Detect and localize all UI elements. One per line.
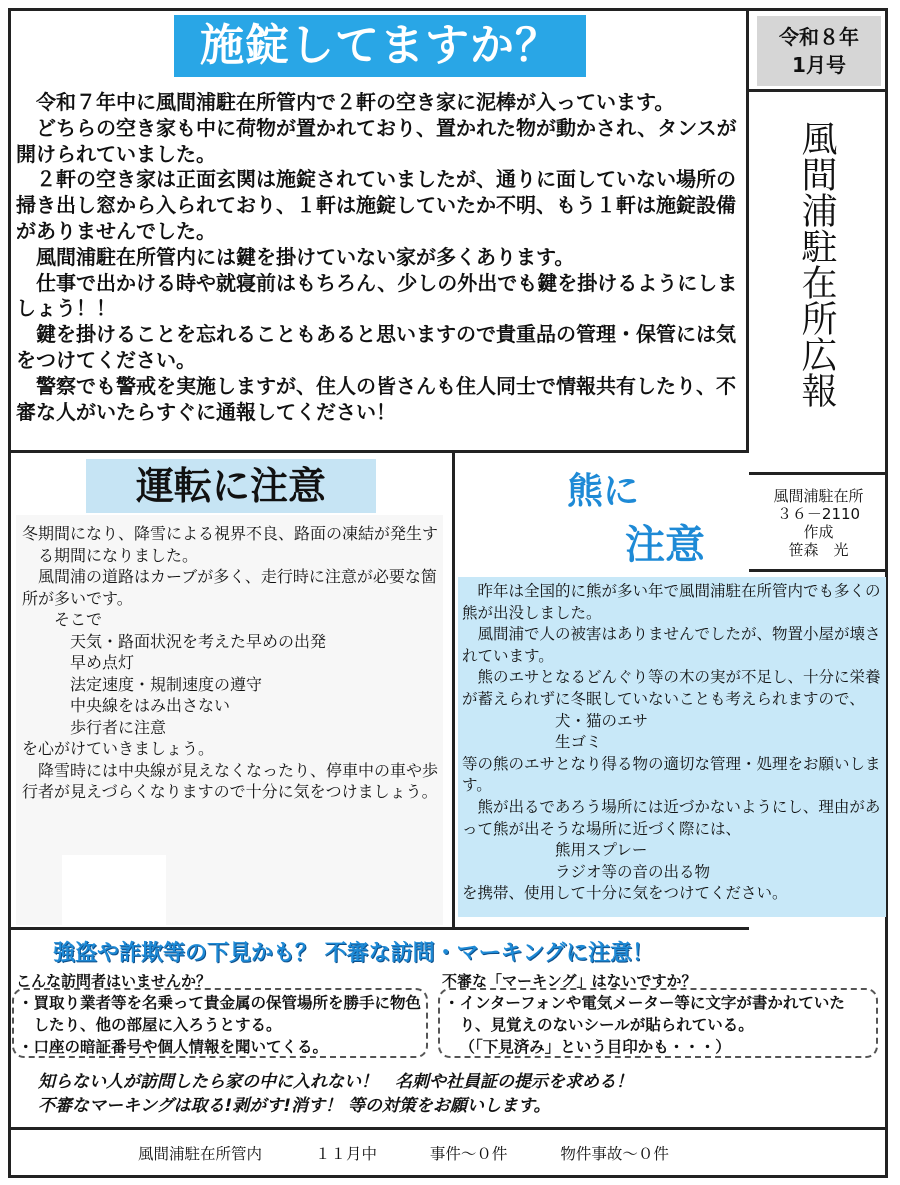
paragraph: ２軒の空き家は正面玄関は施錠されていましたが、通りに面していない場所の掃き出し窓から入られており、１軒は施錠していたか不明、もう１軒は施錠設備がありませんでした。	[16, 167, 736, 243]
paragraph: を携帯、使用して十分に気をつけてください。	[462, 884, 788, 903]
list-item: 天気・路面状況を考えた早めの出発	[70, 631, 327, 651]
contact-author: 笹森 光	[788, 541, 849, 559]
contact-made: 作成	[803, 523, 834, 541]
paragraph: 降雪時には中央線が見えなくなったり、停車中の車や歩行者が見えづらくなりますので十分に気をつけましょう。	[22, 760, 439, 801]
callout-line: 知らない人が訪問したら家の中に入れない！ 名刺や社員証の提示を求める！	[38, 1072, 633, 1092]
list-item: ・インターフォンや電気メーター等に文字が書かれていたり、見覚えのないシールが貼られている。	[444, 994, 845, 1034]
masthead	[749, 92, 888, 472]
fraud-callout	[38, 1070, 633, 1118]
list-item: ・買取り業者等を名乗って貴金属の保管場所を勝手に物色したり、他の部屋に入ろうとする。	[18, 994, 422, 1034]
list-item: 生ゴミ	[555, 733, 602, 752]
drive-article-title: 運転に注意	[86, 459, 376, 513]
contact-phone: ３６－2110	[776, 505, 861, 523]
paragraph: 熊のエサとなるどんぐり等の木の実が不足し、十分に栄養が蓄えられずに冬眠していないことも考えられますので、	[462, 668, 881, 708]
footer-accidents: 物件事故～０件	[560, 1145, 669, 1163]
drive-article	[8, 453, 455, 930]
paragraph: 風間浦の道路はカーブが多く、走行時に注意が必要な箇所が多いです。	[22, 567, 437, 608]
list-item: ・口座の暗証番号や個人情報を聞いてくる。	[18, 1038, 329, 1056]
bear-article-title-line2: 注意	[625, 522, 705, 568]
paragraph: 等の熊のエサとなり得る物の適切な管理・処理をお願いします。	[462, 754, 881, 795]
footer-text	[138, 1142, 715, 1164]
list-item: 歩行者に注意	[70, 717, 167, 737]
list-item: （「下見済み」という目印かも・・・）	[459, 1038, 731, 1056]
fraud-article-title: 強盗や詐欺等の下見かも？ 不審な訪問・マーキングに注意！	[53, 941, 655, 966]
footer-stats	[8, 1130, 888, 1178]
issue-label	[757, 16, 881, 86]
paragraph: を心がけていきましょう。	[22, 739, 215, 758]
lock-article-title: 施錠してますか？	[174, 15, 586, 77]
bear-article-body	[462, 581, 886, 905]
paragraph: 警察でも警戒を実施しますが、住人の皆さんも住人同士で情報共有したり、不審な人がいたらすぐに通報してください！	[16, 373, 736, 424]
visitor-question: こんな訪問者はいませんか？	[16, 972, 212, 990]
marking-question: 不審な「マーキング」はないですか？	[442, 972, 697, 990]
list-item: 法定速度・規制速度の遵守	[70, 674, 263, 694]
drive-article-body	[22, 523, 442, 803]
footer-month: １１月中	[314, 1145, 377, 1163]
bear-article-title-line1: 熊に	[567, 471, 640, 512]
paragraph: 昨年は全国的に熊が多い年で風間浦駐在所管内でも多くの熊が出没しました。	[462, 582, 881, 622]
paragraph: 熊が出るであろう場所には近づかないようにし、理由があって熊が出そうな場所に近づく際には、	[462, 797, 881, 838]
contact-name: 風間浦駐在所	[773, 487, 864, 505]
issue-year: 令和８年	[779, 25, 859, 49]
lock-article-body	[16, 90, 740, 425]
paragraph: 風間浦駐在所管内には鍵を掛けていない家が多くあります。	[36, 244, 575, 269]
paragraph: 仕事で出かける時や就寝前はもちろん、少しの外出でも鍵を掛けるようにしましょう！！	[16, 270, 738, 321]
list-item: 早め点灯	[70, 653, 135, 672]
lock-article	[8, 8, 749, 453]
list-item: 中央線をはみ出さない	[70, 696, 231, 715]
blank-area	[62, 855, 166, 925]
drive-panel	[16, 515, 443, 925]
paragraph: どちらの空き家も中に荷物が置かれており、置かれた物が動かされ、タンスが開けられていました。	[16, 115, 737, 166]
paragraph: 令和７年中に風間浦駐在所管内で２軒の空き家に泥棒が入っています。	[36, 90, 675, 114]
issue-month: 1月号	[792, 53, 846, 77]
list-item: ラジオ等の音の出る物	[555, 862, 711, 881]
masthead-title: 風間浦駐在所広報	[796, 120, 837, 408]
list-item: 犬・猫のエサ	[555, 711, 649, 730]
list-item: 熊用スプレー	[555, 841, 648, 860]
marking-list	[438, 988, 878, 1058]
footer-area: 風間浦駐在所管内	[138, 1145, 263, 1163]
fraud-article	[8, 930, 888, 1130]
bear-panel	[458, 577, 886, 917]
callout-line: 不審なマーキングは取る!剥がす!消す！ 等の対策をお願いします。	[38, 1096, 551, 1116]
footer-incidents: 事件～０件	[429, 1145, 508, 1163]
paragraph: そこで	[54, 610, 103, 629]
paragraph: 鍵を掛けることを忘れることもあると思いますので貴重品の管理・保管には気をつけてください。	[16, 322, 736, 372]
issue-box	[749, 8, 888, 92]
contact-box	[749, 472, 888, 572]
contact-info	[749, 475, 888, 559]
paragraph: 冬期間になり、降雪による視界不良、路面の凍結が発生する期間になりました。	[22, 524, 439, 565]
visitor-list	[12, 988, 428, 1058]
paragraph: 風間浦で人の被害はありませんでしたが、物置小屋が壊されています。	[462, 625, 881, 665]
